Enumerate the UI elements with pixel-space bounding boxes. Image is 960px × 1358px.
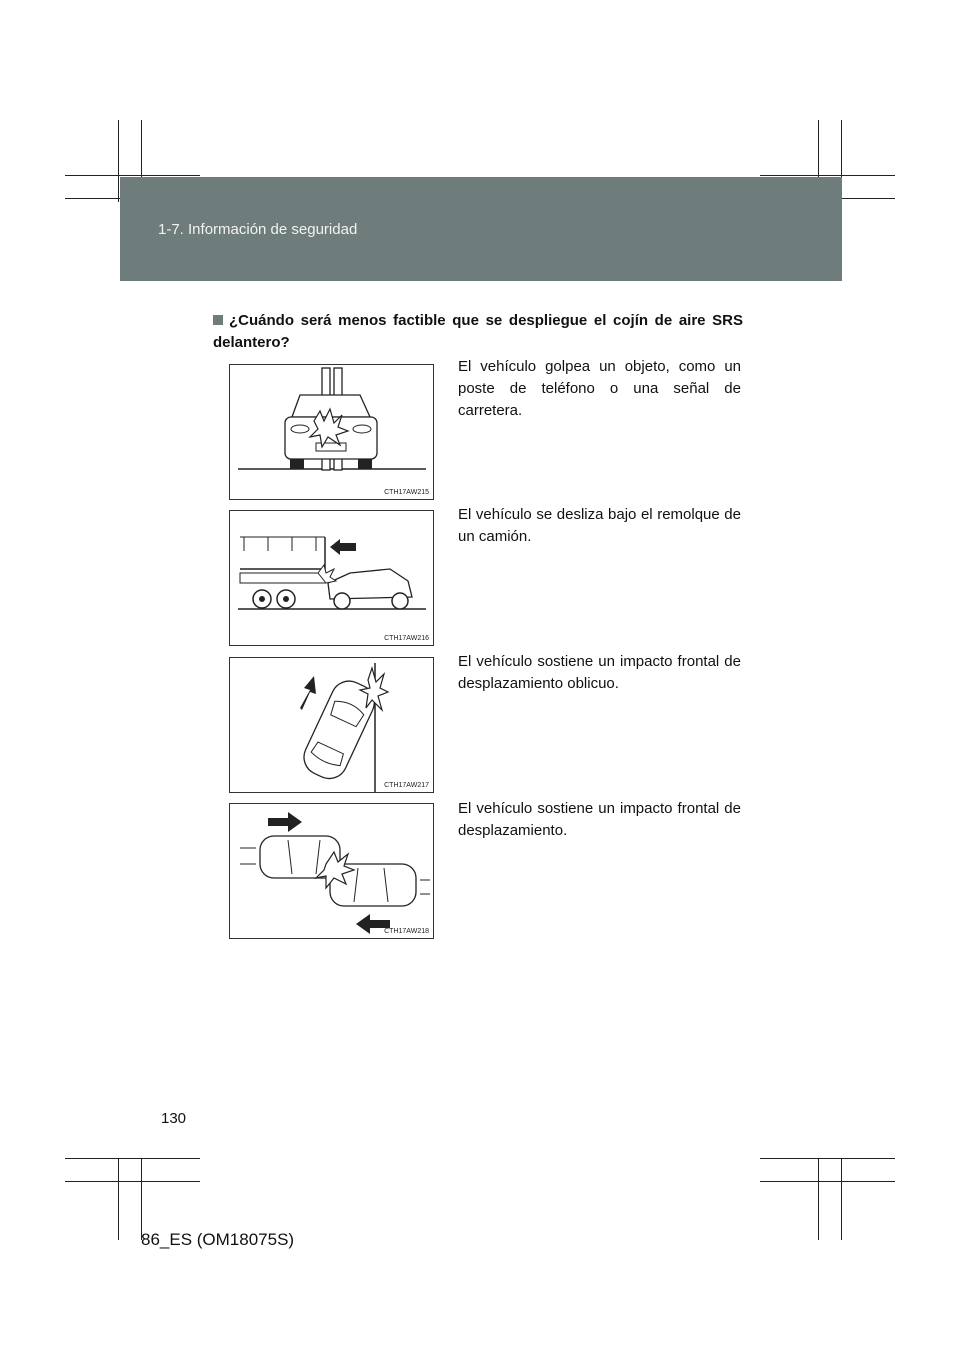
pole-impact-drawing bbox=[230, 365, 433, 499]
crop-mark bbox=[760, 1181, 895, 1182]
crop-mark bbox=[760, 1158, 895, 1159]
item-description: El vehículo se desliza bajo el remolque de un camión. bbox=[458, 506, 741, 545]
underride-drawing bbox=[230, 511, 433, 645]
section-title: 1-7. Información de seguridad bbox=[158, 221, 358, 238]
crop-mark bbox=[841, 1158, 842, 1240]
document-code: 86_ES (OM18075S) bbox=[141, 1230, 295, 1249]
item-description: El vehículo golpea un objeto, como un poste de teléfono o una señal de carretera. bbox=[458, 358, 741, 419]
figure-code: CTH17AW216 bbox=[384, 635, 429, 642]
crop-mark bbox=[818, 1158, 819, 1240]
crop-mark bbox=[118, 1158, 119, 1240]
figure-code: CTH17AW217 bbox=[384, 782, 429, 789]
crop-mark bbox=[65, 1181, 200, 1182]
item-description: El vehículo sostiene un impacto frontal de desplazamiento. bbox=[458, 800, 741, 839]
oblique-impact-drawing bbox=[230, 658, 433, 792]
illustration-pole-impact bbox=[229, 364, 434, 500]
question-heading bbox=[213, 310, 743, 354]
section-header bbox=[120, 177, 842, 281]
crop-mark bbox=[760, 175, 895, 176]
offset-impact-drawing bbox=[230, 804, 433, 938]
question-text: ¿Cuándo será menos factible que se despliegue el cojín de aire SRS delantero? bbox=[213, 312, 743, 351]
figure-code: CTH17AW218 bbox=[384, 928, 429, 935]
crop-mark bbox=[65, 1158, 200, 1159]
crop-mark bbox=[141, 1158, 142, 1240]
illustration-underride bbox=[229, 510, 434, 646]
crop-mark bbox=[65, 175, 200, 176]
illustration-offset-impact bbox=[229, 803, 434, 939]
illustration-oblique-impact bbox=[229, 657, 434, 793]
item-description: El vehículo sostiene un impacto frontal de desplazamiento oblicuo. bbox=[458, 653, 741, 692]
crop-mark bbox=[118, 120, 119, 202]
square-bullet-icon bbox=[213, 315, 223, 325]
page-number: 130 bbox=[161, 1110, 187, 1127]
figure-code: CTH17AW215 bbox=[384, 489, 429, 496]
